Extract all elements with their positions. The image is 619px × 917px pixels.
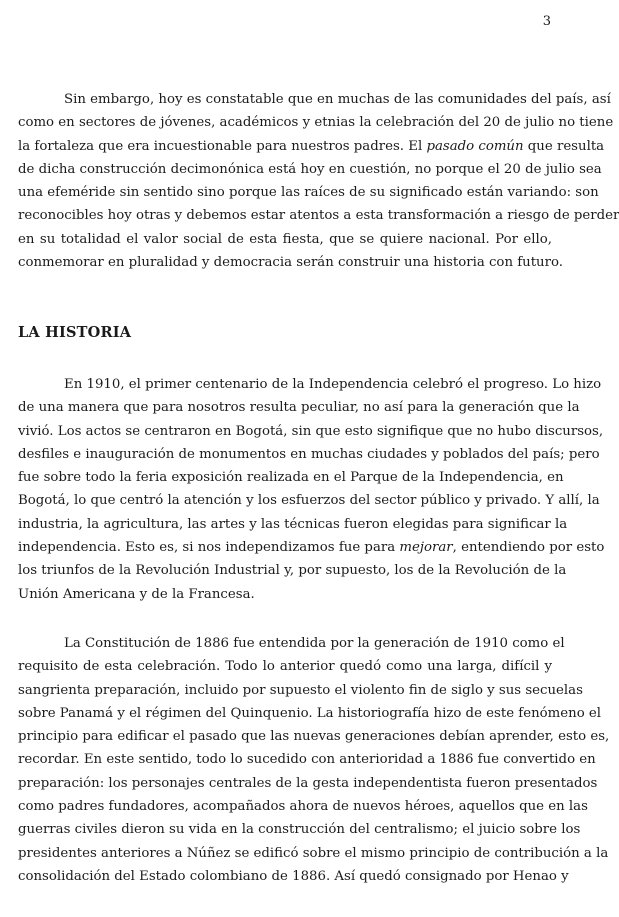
paragraph-line: de una manera que para nosotros resulta peculiar, no así para la generación que la [18, 400, 580, 416]
paragraph-line: en su totalidad el valor social de esta fiesta, que se quiere nacional. Por ello, [18, 231, 552, 247]
paragraph-line: reconocibles hoy otras y debemos estar atentos a esta transformación a riesgo de perder [18, 208, 619, 224]
paragraph-line: requisito de esta celebración. Todo lo anterior quedó como una larga, difícil y [18, 659, 552, 675]
paragraph-line: Unión Americana y de la Francesa. [18, 586, 255, 602]
paragraph-line: En 1910, el primer centenario de la Independencia celebró el progreso. Lo hizo [64, 377, 602, 392]
paragraph-line: La Constitución de 1886 fue entendida por la generación de 1910 como el [64, 636, 565, 651]
paragraph-line: guerras civiles dieron su vida en la construcción del centralismo; el juicio sobre los [18, 822, 581, 838]
paragraph-line: vivió. Los actos se centraron en Bogotá, sin que esto signifique que no hubo discursos, [18, 423, 604, 439]
italic-term: pasado común [426, 138, 524, 154]
paragraph-line: de dicha construcción decimonónica está hoy en cuestión, no porque el 20 de julio sea [18, 161, 602, 177]
paragraph-line: fue sobre todo la feria exposición realizada en el Parque de la Independencia, en [18, 470, 564, 486]
paragraph-line: desfiles e inauguración de monumentos en muchas ciudades y poblados del país; pero [18, 446, 600, 462]
paragraph-line: principio para edificar el pasado que las nuevas generaciones debían aprender, esto es, [18, 729, 610, 745]
paragraph-line: como en sectores de jóvenes, académicos y etnias la celebración del 20 de julio no tiene [18, 115, 614, 131]
paragraph-line: recordar. En este sentido, todo lo sucedido con anterioridad a 1886 fue convertido en [18, 752, 596, 768]
paragraph-line: Bogotá, lo que centró la atención y los esfuerzos del sector público y privado. Y allí, la [18, 493, 600, 509]
paragraph-line: independencia. Esto es, si nos independizamos fue para mejorar, entendiendo por esto [18, 540, 605, 556]
section-heading: LA HISTORIA [18, 324, 132, 341]
paragraph-line: conmemorar en pluralidad y democracia serán construir una historia con futuro. [18, 255, 563, 271]
paragraph-line: sobre Panamá y el régimen del Quinquenio. La historiografía hizo de este fenómeno el [18, 705, 602, 721]
paragraph-line: presidentes anteriores a Núñez se edificó sobre el mismo principio de contribución a la [18, 845, 609, 861]
paragraph-line: industria, la agricultura, las artes y las técnicas fueron elegidas para significar la [18, 516, 568, 532]
paragraph-line: como padres fundadores, acompañados ahora de nuevos héroes, aquellos que en las [18, 799, 588, 815]
paragraph-1 [18, 88, 619, 274]
italic-term: mejorar [399, 540, 453, 556]
paragraph-line: Sin embargo, hoy es constatable que en muchas de las comunidades del país, así [64, 92, 611, 107]
page-number: 3 [542, 14, 551, 29]
paragraph-2 [18, 373, 605, 606]
paragraph-3 [18, 632, 610, 888]
paragraph-line: los triunfos de la Revolución Industrial y, por supuesto, los de la Revolución de la [18, 563, 567, 579]
paragraph-line: una efeméride sin sentido sino porque las raíces de su significado están variando: son [18, 185, 599, 201]
paragraph-line: consolidación del Estado colombiano de 1886. Así quedó consignado por Henao y [18, 868, 569, 884]
paragraph-line: sangrienta preparación, incluido por supuesto el violento fin de siglo y sus secuelas [18, 682, 583, 698]
paragraph-line: la fortaleza que era incuestionable para nuestros padres. El pasado común que resulta [18, 138, 605, 154]
paragraph-line: preparación: los personajes centrales de la gesta independentista fueron presentados [18, 775, 598, 791]
